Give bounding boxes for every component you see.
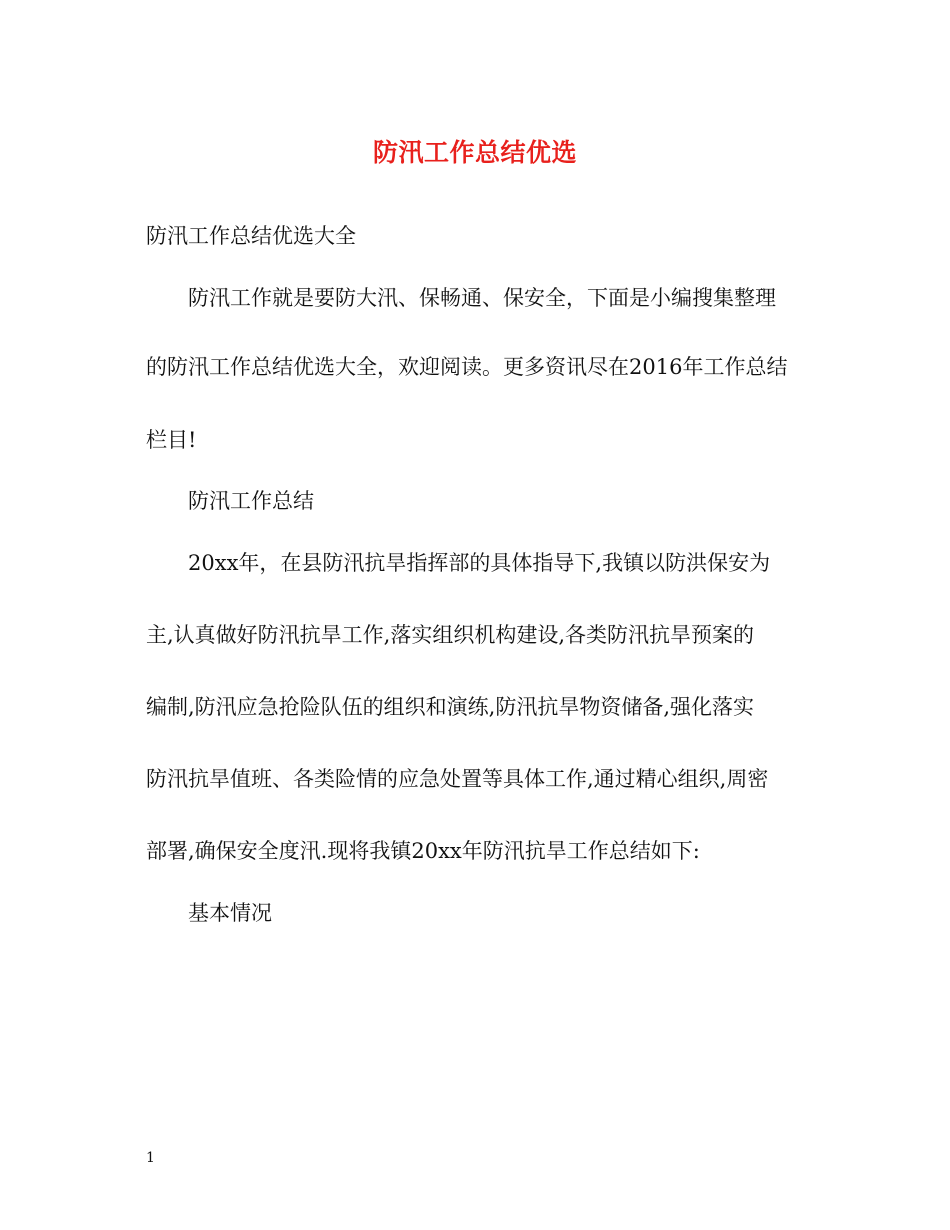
paragraph-line: 20xx年，在县防汛抗旱指挥部的具体指导下,我镇以防洪保安为 (188, 551, 771, 575)
paragraph-line: 防汛抗旱值班、各类险情的应急处置等具体工作,通过精心组织,周密 (146, 767, 769, 791)
section-heading: 基本情况 (188, 901, 272, 925)
subtitle-line: 防汛工作总结优选大全 (146, 224, 356, 248)
paragraph-line: 的防汛工作总结优选大全，欢迎阅读。更多资讯尽在2016年工作总结 (146, 355, 788, 379)
paragraph-line: 编制,防汛应急抢险队伍的组织和演练,防汛抗旱物资储备,强化落实 (146, 695, 755, 719)
paragraph-line: 栏目! (146, 428, 197, 452)
paragraph-line: 防汛工作就是要防大汛、保畅通、保安全，下面是小编搜集整理 (188, 286, 776, 310)
section-heading: 防汛工作总结 (188, 489, 314, 513)
document-title: 防汛工作总结优选 (372, 138, 577, 167)
page-number: 1 (146, 1150, 155, 1166)
paragraph-line: 部署,确保安全度汛.现将我镇20xx年防汛抗旱工作总结如下: (146, 839, 700, 863)
paragraph-line: 主,认真做好防汛抗旱工作,落实组织机构建设,各类防汛抗旱预案的 (146, 623, 755, 647)
